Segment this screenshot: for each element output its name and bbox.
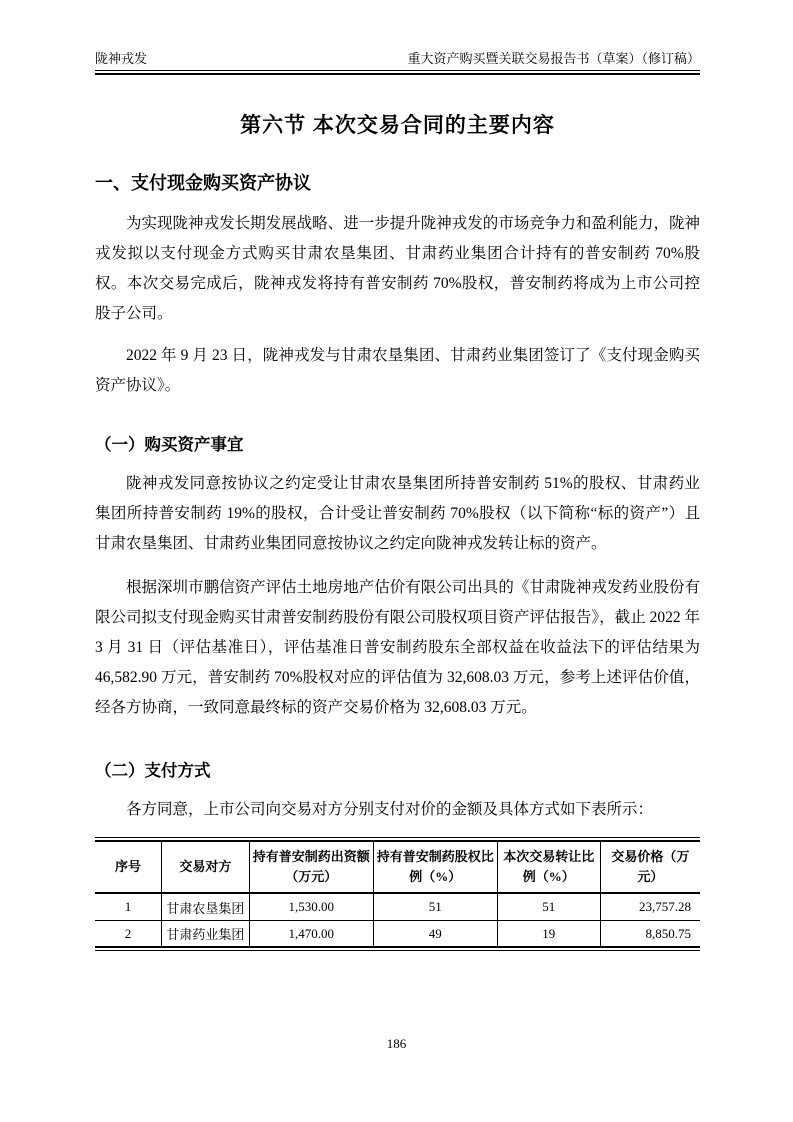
section-heading-1-1: （一）购买资产事宜 [95, 436, 244, 454]
header-right-text: 重大资产购买暨关联交易报告书（草案）（修订稿） [407, 51, 700, 66]
table-cell: 1,470.00 [249, 920, 373, 947]
table-cell: 2 [95, 920, 162, 947]
table-cell: 甘肃农垦集团 [162, 893, 250, 920]
table-cell: 8,850.75 [600, 920, 700, 947]
header-rule [95, 73, 700, 75]
table-cell: 49 [373, 920, 497, 947]
table-cell: 23,757.28 [600, 893, 700, 920]
table-cell: 19 [497, 920, 600, 947]
table-header-cell: 本次交易转让比例（%） [497, 841, 600, 893]
payment-table [95, 840, 700, 948]
table-cell: 51 [497, 893, 600, 920]
table-header-row [95, 841, 700, 893]
page-header [95, 48, 700, 75]
table-header-cell: 交易价格（万元） [600, 841, 700, 893]
page-title: 第六节 本次交易合同的主要内容 [240, 114, 555, 137]
table-cell: 1 [124, 899, 132, 915]
paragraph: 为实现陇神戎发长期发展战略、进一步提升陇神戎发的市场竞争力和盈利能力，陇神戎发拟以支付现金方式购买甘肃农垦集团、甘肃药业集团合计持有的普安制药 70%股权。本次交易完成后，陇神戎发将持有普安制药 70%股权，普安制药将成为上市公司控股子公司。 [95, 215, 700, 322]
table-header-cell: 序号 [95, 841, 162, 893]
table-cell: 1,530.00 [249, 893, 373, 920]
payment-table-wrapper [95, 837, 700, 951]
section-heading-1: 一、支付现金购买资产协议 [95, 173, 311, 193]
table-header-cell: 持有普安制药出资额（万元） [249, 841, 373, 893]
table-row [95, 893, 700, 920]
table-cell: 甘肃药业集团 [162, 920, 250, 947]
section-heading-1-2: （二）支付方式 [95, 762, 211, 780]
table-header-cell: 持有普安制药股权比例（%） [373, 841, 497, 893]
page-number: 186 [386, 1036, 407, 1051]
table-cell: 51 [373, 893, 497, 920]
paragraph: 2022 年 9 月 23 日，陇神戎发与甘肃农垦集团、甘肃药业集团签订了《支付现金购买资产协议》。 [95, 347, 700, 394]
paragraph: 根据深圳市鹏信资产评估土地房地产估价有限公司出具的《甘肃陇神戎发药业股份有限公司拟支付现金购买甘肃普安制药股份有限公司股权项目资产评估报告》，截止 2022 年 3 月 31 日（评估基准日），评估基准日普安制药股东全部权益在收益法下的评估结果为 46,582.90 万元，普安制药 70%股权对应的评估值为 32,608.03 万元，参考上述评估价值，经各方协商，一致同意最终标的资产交易价格为 32,608.03 万元。 [95, 579, 700, 716]
paragraph: 陇神戎发同意按协议之约定受让甘肃农垦集团所持普安制药 51%的股权、甘肃药业集团所持普安制药 19%的股权，合计受让普安制药 70%股权（以下简称“标的资产”）且甘肃农垦集团、甘肃药业集团同意按协议之约定向陇神戎发转让标的资产。 [95, 475, 700, 552]
table-header-cell: 交易对方 [162, 841, 250, 893]
paragraph: 各方同意，上市公司向交易对方分别支付对价的金额及具体方式如下表所示： [126, 801, 654, 818]
table-row [95, 920, 700, 947]
header-left-text: 陇神戎发 [95, 51, 148, 66]
